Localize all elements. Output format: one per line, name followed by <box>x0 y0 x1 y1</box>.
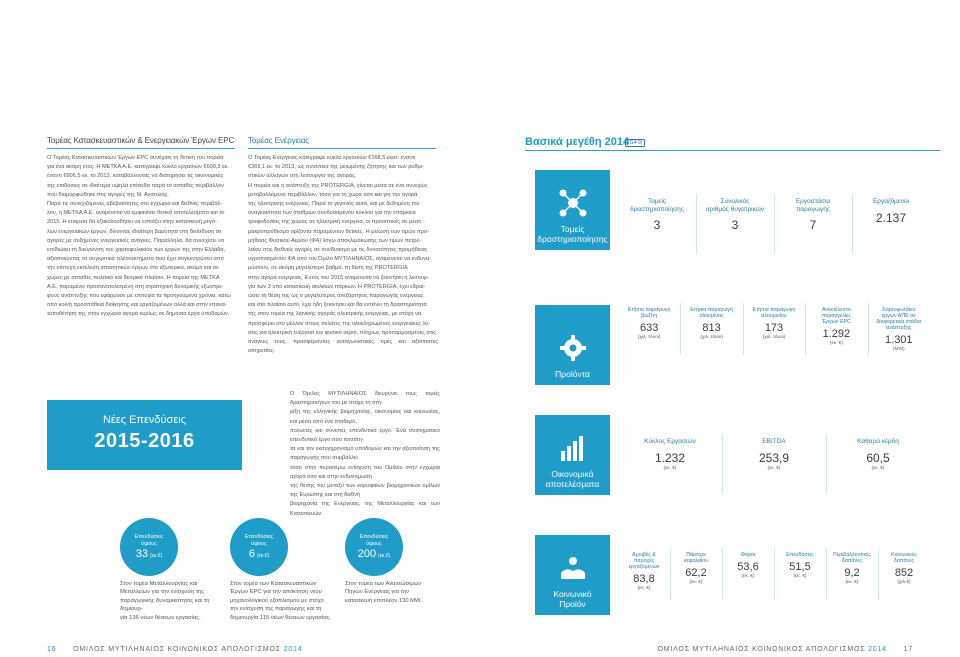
text-line: ριξη της ελληνικής βιομηχανίας, οικονομίας και κοινωνίας, και μέσα από ένα σταθερό, <box>290 409 440 425</box>
text-line: τροφοδοσίας της χώρας σε ηλεκτρική ενέργεια, οι προοπτικές σε μέσο - <box>248 219 425 226</box>
metric-economic <box>618 438 722 471</box>
text-line: στην αγορά ενέργειας. Εντός του 2015 αναμένεται να ξεκινήσει η λειτουρ- <box>248 274 429 281</box>
metric-sectors <box>618 198 696 233</box>
metric-label: Αμοιβές & <box>632 552 656 558</box>
investment-value: 200 <box>357 547 377 560</box>
caption-line: Έργων EPC για την απόκτηση νέου <box>230 589 322 596</box>
metric-value: 1.301 <box>885 334 913 346</box>
metric-label: διαφορετικά στάδια <box>876 319 922 325</box>
metric-value: 1.232 <box>654 450 686 465</box>
metric-value: 852 <box>894 567 914 579</box>
tile-products <box>535 305 610 385</box>
energy-section-title: Τομέας Ενέργειας <box>248 136 310 145</box>
metric-value: 83,8 <box>633 573 655 585</box>
investment-label: Επενδύσεις <box>244 534 274 541</box>
text-line: Α.Ε. παραμένει προσανατολισμένη στη στρατηγική δυναμικής εξωστρε- <box>47 283 224 290</box>
network-icon <box>558 188 588 218</box>
tile-label-line: Κοινωνικό <box>553 589 592 599</box>
metric-label: Επενδύσεις <box>786 552 814 558</box>
key-figures-rule <box>525 150 940 151</box>
text-line: τα και τον εκσυγχρονισμό υποδομών και την αξιοποίηση της παραγωγής που συμβάλλει <box>290 446 440 462</box>
metric-label: Κοινωνικές <box>891 552 917 558</box>
investment-value-row <box>358 548 391 560</box>
metric-products <box>618 307 680 340</box>
investment-label-2: ύψους <box>141 540 157 547</box>
metric-label: Συνολικός <box>720 198 750 205</box>
text-line: πολυετές και συνεπές επενδυτικό έργο. Ένα συστηματικό επενδυτικό έργο που ποσότη- <box>290 427 440 444</box>
metric-social <box>618 552 670 591</box>
gear-icon <box>558 333 588 363</box>
metric-label: δραστηριοποίησης <box>630 205 684 213</box>
metric-value: 633 <box>640 322 659 334</box>
banner-year-text: 2015-2016 <box>94 430 195 452</box>
text-line: της ηλεκτρικής ενέργειας. Παρά το γεγονός αυτό, και με δεδομένη την <box>248 201 420 208</box>
text-line: στικών αλλαγών στη λειτουργία της αγοράς. <box>248 173 357 180</box>
text-line: τόσο στην περαιτέρω ενίσχυση του Ομίλου στην εγχώρια αγορά όσο και στην ενδυνάμωση <box>290 464 440 480</box>
investment-circle <box>120 518 178 576</box>
page-number-right: 17 <box>903 646 913 653</box>
investment-label: Επενδύσεις <box>359 534 389 541</box>
footer-left-text: ΟΜΙΛΟΣ ΜΥΤΙΛΗΝΑΙΟΣ ΚΟΙΝΩΝΙΚΟΣ ΑΠΟΛΟΓΙΣΜΟΣ <box>73 646 281 653</box>
metric-label: παραγγελίες <box>821 313 851 319</box>
key-figures-title: Βασικά μεγέθη 2014 <box>525 136 630 148</box>
caption-line: δημιουργία 115 νέων θέσεων εργασίας. <box>230 614 332 621</box>
text-line: ώσει τη θέση της ως ο μεγαλύτερος ανεξάρτητος παραγωγός ενέργειας <box>248 293 424 300</box>
text-line: της θέσης του μεταξύ των κορυφαίων βιομηχανικών ομίλων της Ευρώπης και στη διεθνή <box>290 483 440 499</box>
metric-unit: (εκ. €) <box>829 341 843 346</box>
footer-left <box>47 646 302 653</box>
metric-value: 173 <box>764 322 784 334</box>
investment-value: 6 <box>248 547 255 560</box>
investment-caption <box>345 580 455 605</box>
text-line: σεις για ηλεκτρική ενέργεια και φυσικό αέριο, πλήρως προσαρμοσμένες στις <box>248 329 436 336</box>
metric-value: 3 <box>653 218 661 232</box>
text-line: €369,1 εκ. το 2013, ως συνέπεια της μειωμένης ζήτησης και των ρυθμι- <box>248 164 424 171</box>
tile-sectors <box>535 170 610 250</box>
metric-label: Χαρτοφυλάκιο <box>882 307 916 313</box>
text-line: προσφέρει στο μέλλον στους πελάτες της ολοκληρωμένες ενεργειακές λύ- <box>248 320 431 327</box>
text-line: Ο Τομέας Κατασκευαστικών Έργων EPC συνέχισε τη θετική του πορεία <box>47 155 224 161</box>
investment-value-row <box>136 548 162 560</box>
metric-label: αλουμινίου <box>761 313 787 319</box>
text-line: επιδιώκει τη διεύρυνση του χαρτοφυλακίου των έργων της στην Ελλάδα, <box>47 247 226 254</box>
caption-line: μηχανολογικού εξοπλισμού με στόχο <box>230 597 324 604</box>
metric-label: βωξίτη <box>641 313 658 319</box>
footer-left-year: 2014 <box>283 646 303 653</box>
metric-value: 9,2 <box>844 567 860 579</box>
caption-line: Στον τομέα Μεταλλουργίας και <box>120 581 198 587</box>
energy-section-text <box>248 154 438 356</box>
metric-label: κεφαλαίου <box>683 558 709 564</box>
footer-right-year: 2014 <box>868 646 887 653</box>
metric-value: 813 <box>702 322 721 334</box>
metric-value: 1.292 <box>822 328 851 340</box>
bar-chart-icon <box>558 433 588 463</box>
caption-line: κατασκευή επιπλέον 130 MW. <box>345 597 422 604</box>
metric-unit: (εκ. €) <box>845 580 859 585</box>
caption-line: Μεταλλείων για την ενίσχυση της <box>120 589 205 596</box>
metric-products <box>743 307 805 340</box>
caption-line: Πηγών Ενέργειας για την <box>345 589 410 596</box>
metric-label: Εργαζόμενοι <box>872 198 910 205</box>
metric-label: Έργων EPC <box>821 319 851 325</box>
metric-sectors <box>852 198 930 226</box>
metric-social <box>878 552 930 585</box>
text-line: λαίου στις διεθνείς αγορές σε συνδυασμό με τις δυνατότητες προμήθειας <box>248 247 428 254</box>
text-line: 2015. Η εταιρεία θα εξακολουθήσει να εστιάζει στην κατασκευή μεγά- <box>47 219 218 226</box>
metric-unit: (εκ. €) <box>663 465 677 471</box>
investment-unit: (εκ.€) <box>378 552 391 559</box>
metric-label: Κύκλος Εργασιών <box>644 438 696 445</box>
metric-value: 3 <box>731 218 739 232</box>
text-line: λων ενεργειακών έργων, δίνοντας ιδιαίτερη βαρύτητα στη διείσδυση σε <box>47 228 222 235</box>
text-line: Παρά τις συνεχιζόμενες αβεβαιότητες στο εγχώριο και διεθνές περιβάλ- <box>47 201 223 208</box>
metric-label: Καθαρά κέρδη <box>857 438 899 445</box>
text-line: Ο Όμιλος ΜΥΤΙΛΗΝΑΙΟΣ διευρύνει τους τομείς δραστηριοτήτων του με στόχο τη στή- <box>290 391 440 407</box>
text-line: ανάγκες τους, προσφέροντας ανταγωνιστικές τιμές και αξιόπιστες υπηρεσίες. <box>248 339 438 355</box>
metric-label: δαπάνες <box>893 558 915 564</box>
metric-label: παροχές <box>633 558 655 564</box>
investment-value: 33 <box>135 547 148 560</box>
tile-social <box>535 535 610 615</box>
group-investment-text <box>290 390 440 519</box>
metric-unit: (χιλ. τόνοι) <box>637 335 661 340</box>
metric-unit: (εκ. €) <box>689 580 703 585</box>
metric-label: Τομείς <box>647 198 667 205</box>
metric-value: 60,5 <box>866 450 890 465</box>
metric-label: Περιβαλλοντικές <box>832 552 872 558</box>
caption-line: γία 136 νέων θέσεων εργασίας. <box>120 614 201 621</box>
metric-label: εργαζομένων <box>628 564 660 570</box>
investment-circle <box>230 518 288 576</box>
text-line: φούς ανάπτυξης που εφάρμοσε με επιτυχία τα προηγούμενα χρόνια, κάτω <box>47 293 231 300</box>
text-line: γία των 3 υπό κατασκευή αιολικών πάρκων. Η PROTERGIA, έχει εδραι- <box>248 283 426 290</box>
metric-unit: (χιλ.€) <box>897 580 911 585</box>
text-line: της στον τομέα της λιανικής αγοράς ηλεκτρικής ενέργειας, με στόχο να <box>248 311 422 318</box>
metric-value: 2.137 <box>875 210 907 225</box>
metric-label: δαπάνες <box>841 558 863 564</box>
caption-line: παραγωγικής δυναμικότητας και τη δημιουρ- <box>120 597 210 613</box>
text-line: Η πορεία και η ανάπτυξη της PROTERGIA, γίνεται μέσα σε ένα συνεχώς <box>248 182 428 189</box>
investment-circle <box>345 518 403 576</box>
metric-unit: (εκ. €) <box>637 586 651 591</box>
caption-line: την ενίσχυση της παραγωγής και τη <box>230 606 322 613</box>
text-line: Ο Τομέας Ενέργειας κατέγραψε κύκλο εργασιών €168,5 εκατ. έναντι <box>248 155 416 161</box>
metric-value: 51,5 <box>789 561 811 573</box>
tile-economic <box>535 415 610 495</box>
text-line: από κοινή προσπάθεια διοίκησης και εργαζομένων αλλά και στην επανα- <box>47 302 227 309</box>
investment-caption <box>230 580 340 622</box>
text-line: βιομηχανία της Ενέργειας, της Μεταλλουργίας και των Κατασκευών. <box>290 501 440 517</box>
page-number-left: 16 <box>47 646 57 653</box>
metric-products <box>868 307 930 352</box>
investment-label-2: ύψους <box>366 540 382 547</box>
metric-label: Ετήσια παραγωγή <box>752 307 796 313</box>
tile-label-line: δραστηριοποίησης <box>537 234 608 244</box>
caption-line: Στον τομέα των Ανανεώσιμων <box>345 581 422 587</box>
metric-label: Πάροχοι <box>686 552 706 558</box>
tile-label-line: αποτελέσματα <box>545 479 600 489</box>
metric-label: αλουμίνας <box>699 313 724 319</box>
metric-social <box>774 552 826 579</box>
investment-unit: (εκ.€) <box>150 552 163 559</box>
energy-title-rule <box>248 148 436 149</box>
hands-icon <box>558 553 588 583</box>
metric-label: Φόροι <box>740 552 756 558</box>
metric-label: αριθμός θυγατρικών <box>705 205 765 213</box>
metric-value: 253,9 <box>758 450 790 465</box>
epc-section-title: Τομέας Κατασκευαστικών & Ενεργειακών Έργων EPC <box>47 136 235 145</box>
text-line: και στο πλαίσιο αυτό, έχει ήδη ξεκινήσει και θα εντείνει τη δραστηριότητά <box>248 302 427 309</box>
text-line: τοποθέτησή της στην εγχώρια αγορά κυρίως σε δημόσια έργα υποδομών. <box>47 311 230 318</box>
metric-label: Ετήσια παραγωγή <box>627 307 671 313</box>
text-line: έναντι €606,5 εκ. το 2013, καταβάλλοντας να διατηρήσει τις οικονομικές <box>47 173 224 180</box>
tile-label-line: Οικονομικά <box>551 469 594 479</box>
text-line: χώρες με ασταθές πολιτικό και θεσμικό πλαίσιο. Η πορεία της ΜΕΤΚΑ <box>47 274 220 281</box>
text-line: για ένα ακόμη έτος. Η ΜΕΤΚΑ Α.Ε. κατέγραψε κύκλο εργασιών €609,3 εκ. <box>47 164 229 171</box>
gri-badge: (G4-9) <box>625 139 645 147</box>
metric-sectors <box>774 198 852 233</box>
metric-products <box>805 307 867 346</box>
metric-value: 7 <box>809 218 817 232</box>
text-line: αγορές με αυξημένες ενεργειακές ανάγκες. Παράλληλα, θα συνεχίσει να <box>47 237 225 244</box>
text-line: μήθειας Φυσικού Αερίου (ΦΑ) λόγω αποκλιμάκωσης των τιμών πετρε- <box>248 237 421 244</box>
metric-label: Ετήσια παραγωγή <box>690 307 733 313</box>
footer-right-text: ΟΜΙΛΟΣ ΜΥΤΙΛΗΝΑΙΟΣ ΚΟΙΝΩΝΙΚΟΣ ΑΠΟΛΟΓΙΣΜΟΣ <box>657 646 866 653</box>
metric-label: έργων ΑΠΕ σε <box>881 313 916 319</box>
investment-label: Επενδύσεις <box>134 534 164 541</box>
metric-products <box>680 307 742 340</box>
new-investments-banner <box>47 400 242 470</box>
banner-top-text: Νέες Επενδύσεις <box>102 414 186 426</box>
tile-label-line: Προϊόντα <box>555 369 590 379</box>
tile-label-line: Προϊόν <box>559 599 586 609</box>
metric-unit: (εκ. €) <box>741 574 755 579</box>
metric-label: Εργοστάσια <box>795 198 831 205</box>
text-line: μώσουν, σε ακόμη μεγαλύτερο βαθμό, τη θέση της PROTERGIA <box>248 265 408 272</box>
investment-value-row <box>249 548 269 560</box>
footer-right <box>658 646 913 653</box>
metric-social <box>670 552 722 585</box>
text-line: αναγκαιότητα των σταθμών συνδυασμένου κύκλου για την επάρκεια <box>248 210 416 217</box>
metric-social <box>826 552 878 585</box>
metric-label: ανάπτυξης <box>886 325 912 331</box>
text-line: μεταβαλλόμενο περιβάλλον, τόσο για τη χώρα όσο και για την αγορά <box>248 191 418 198</box>
metric-unit: (εκ. €) <box>767 465 781 471</box>
metric-value: 62,2 <box>685 567 707 579</box>
text-line: την επιτυχή εκτέλεση απαιτητικών έργων στο εξωτερικό, ακόμη και σε <box>47 265 219 272</box>
investment-caption <box>120 580 230 622</box>
metric-economic <box>826 438 930 471</box>
metric-unit: (εκ. €) <box>793 574 807 579</box>
metric-social <box>722 552 774 579</box>
metric-value: 53,6 <box>737 561 759 573</box>
text-line: της επιδόσεις σε ιδιαίτερα υψηλά επίπεδα παρά το ασταθές περιβάλλον <box>47 182 224 189</box>
text-line: που διαμορφώθηκε στις αγορές της Μ. Ανατολής. <box>47 191 169 198</box>
metric-sectors <box>696 198 774 233</box>
text-line: λον, η ΜΕΤΚΑ Α.Ε. αναμένεται να εμφανίσει θετικά αποτελέσματα και το <box>47 210 225 217</box>
metric-economic <box>722 438 826 471</box>
metric-label: EBITDA <box>762 438 786 445</box>
text-line: υγροποιημένου ΦΑ από τον Όμιλο ΜΥΤΙΛΗΝΑΙΟΣ, αναμένεται να ενδυνα- <box>248 256 432 263</box>
text-line: μακροπρόθεσμο ορίζοντα παραμένουν θετικές. Η μείωση των τιμών προ- <box>248 228 429 235</box>
investment-unit: (εκ.€) <box>256 552 270 559</box>
text-line: αξιοποιώντας τα συγκριτικά πλεονεκτήματα που έχει συγκεντρώσει από <box>47 256 224 263</box>
tile-label-line: Τομείς <box>560 224 585 234</box>
epc-section-text <box>47 154 237 320</box>
metric-label: παραγωγής <box>796 205 830 213</box>
metric-unit: (εκ. €) <box>871 465 885 471</box>
metric-unit: (MW) <box>892 347 905 352</box>
epc-title-rule <box>47 148 235 149</box>
metric-label: Ανεκτέλεστο <box>821 307 851 313</box>
caption-line: Στον τομέα των Κατασκευαστικών <box>230 581 317 587</box>
metric-unit: (χιλ. τόνοι) <box>762 335 786 340</box>
metric-unit: (χιλ. τόνοι) <box>700 335 723 340</box>
investment-label-2: ύψους <box>251 540 267 547</box>
